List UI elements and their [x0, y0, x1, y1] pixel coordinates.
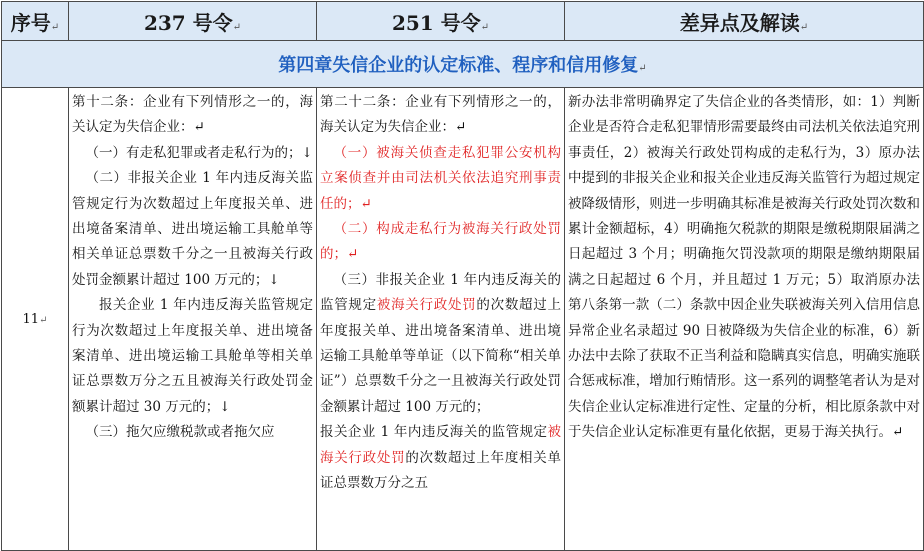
header-row — [2, 2, 924, 41]
table-row — [2, 88, 924, 551]
text-237-p5: （三）拖欠应缴税款或者拖欠应 — [85, 424, 275, 441]
header-237: 237 号令↵ — [69, 2, 317, 41]
header-251: 251 号令↵ — [317, 2, 565, 41]
header-seq: 序号↵ — [2, 2, 69, 41]
text-237-p4: 报关企业 1 年内违反海关监管规定行为次数超过上年度报关单、进出境备案清单、进出境运输工具舱单等相关单证总票数万分之五且被海关行政处罚金额累计超过 30 万元的；↓ — [72, 297, 313, 415]
chapter-row — [2, 41, 924, 88]
comparison-table — [1, 1, 924, 551]
text-251-p1: 第二十二条：企业有下列情形之一的，海关认定为失信企业：↵ — [320, 94, 561, 136]
text-251-p4: （三）非报关企业 1 年内违反海关的监管规定被海关行政处罚的次数超过上年度报关单、进出境备案清单、进出境运输工具舱单等单证（以下简称“相关单证”）总票数千分之一且被海关行政处罚金额累计超过 100 万元的； — [320, 271, 561, 415]
text-251-p5: 报关企业 1 年内违反海关的监管规定被海关行政处罚的次数超过上年度相关单证总票数万分之五 — [320, 424, 561, 492]
header-diff: 差异点及解读↵ — [565, 2, 924, 41]
text-diff: 新办法非常明确界定了失信企业的各类情形，如：1）判断企业是否符合走私犯罪情形需要最终由司法机关依法追究刑事责任，2）被海关行政处罚构成的走私行为，3）原办法中提到的非报关企业和报关企业违反海关监管行为超过规定被降级情形，则进一步明确其标准是被海关行政处罚次数和累计金额超标，4）明确拖欠税款的期限是缴税期限届满之日起超过 3 个月；明确拖欠罚没款项的期限是缴纳期限届满之日起超过 6 个月，并且超过 1 万元；5）取消原办法第八条第一款（二）条款中因企业失联被海关列入信用信息异常企业名录超过 90 日被降级为失信企业的标准，6）新办法中去除了获取不正当利益和隐瞒真实信息，明确实施联合惩戒标准，增加行贿情形。这一系列的调整笔者认为是对失信企业认定标准进行定性、定量的分析，相比原条款中对于失信企业认定标准更有量化依据，更易于海关执行。↵ — [568, 94, 920, 441]
text-251-p3: （二）构成走私行为被海关行政处罚的；↵ — [320, 221, 561, 263]
cell-251 — [317, 88, 565, 551]
text-237-p1: 第十二条：企业有下列情形之一的，海关认定为失信企业：↵ — [72, 94, 313, 136]
text-251-p2: （一）被海关侦查走私犯罪公安机构立案侦查并由司法机关依法追究刑事责任的；↵ — [320, 144, 561, 212]
cell-diff — [565, 88, 924, 551]
text-237-p2: （一）有走私犯罪或者走私行为的；↓ — [85, 144, 313, 161]
row-index: 11↵ — [2, 88, 69, 551]
chapter-title: 第四章失信企业的认定标准、程序和信用修复↵ — [2, 41, 924, 88]
cell-237 — [69, 88, 317, 551]
text-237-p3: （二）非报关企业 1 年内违反海关监管规定行为次数超过上年度报关单、进出境备案清单、进出境运输工具舱单等相关单证总票数千分之一且被海关行政处罚金额累计超过 100 万元的；↓ — [72, 170, 313, 288]
